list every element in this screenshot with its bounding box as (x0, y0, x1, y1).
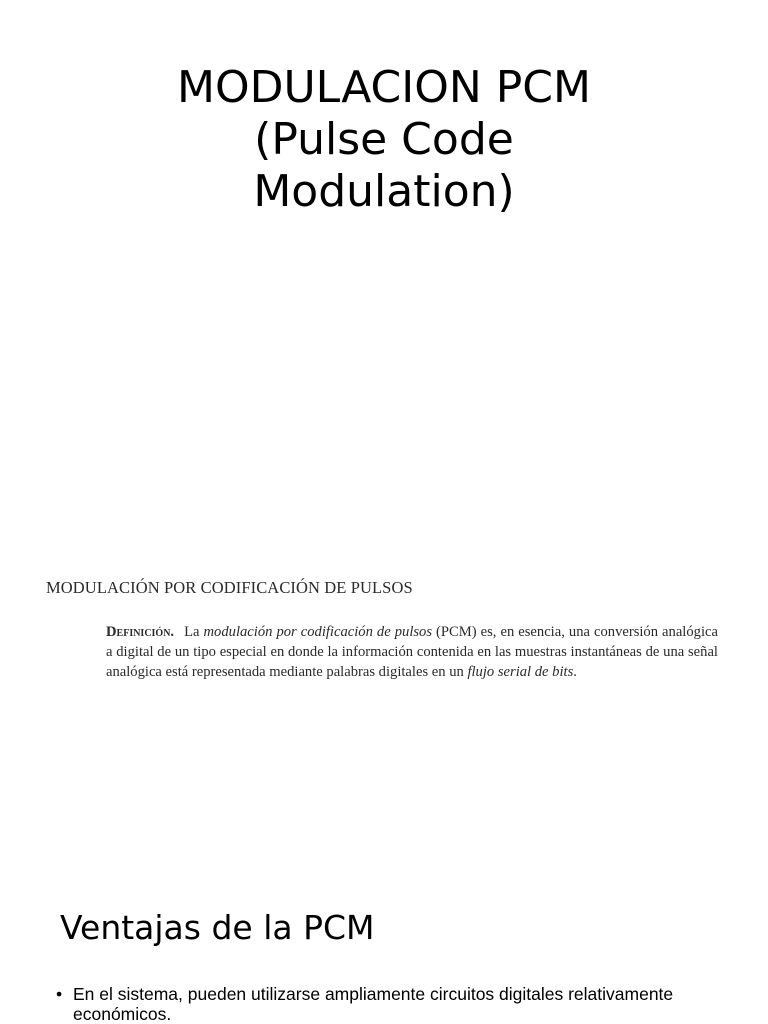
slide-title (0, 62, 768, 218)
section-title: Ventajas de la PCM (60, 908, 375, 947)
definition-text-part2: (PCM) es, en esencia, una conversión analógica a digital de un tipo especial en donde la información contenida en las muestras instantáneas de una señal analógica está representada mediante palabras digitales en un (106, 624, 718, 680)
definition-text-part3: . (573, 664, 577, 680)
definition-italic-flow: flujo serial de bits (467, 664, 574, 680)
definition-paragraph (106, 622, 718, 682)
bullet-text: En el sistema, pueden utilizarse ampliamente circuitos digitales relativamente económicos. (73, 984, 674, 1024)
title-line-3: Modulation) (253, 166, 515, 217)
definition-italic-term: modulación por codificación de pulsos (203, 624, 433, 640)
bullet-icon: • (56, 984, 63, 1004)
title-line-1: MODULACION PCM (177, 62, 591, 113)
bullet-list (56, 984, 716, 1024)
definition-term: Definición. (106, 624, 175, 640)
list-item (56, 984, 716, 1024)
definition-image (46, 578, 726, 682)
definition-text-part1: La (184, 624, 204, 640)
title-line-2: (Pulse Code (254, 114, 514, 165)
definition-heading: MODULACIÓN POR CODIFICACIÓN DE PULSOS (46, 578, 413, 597)
